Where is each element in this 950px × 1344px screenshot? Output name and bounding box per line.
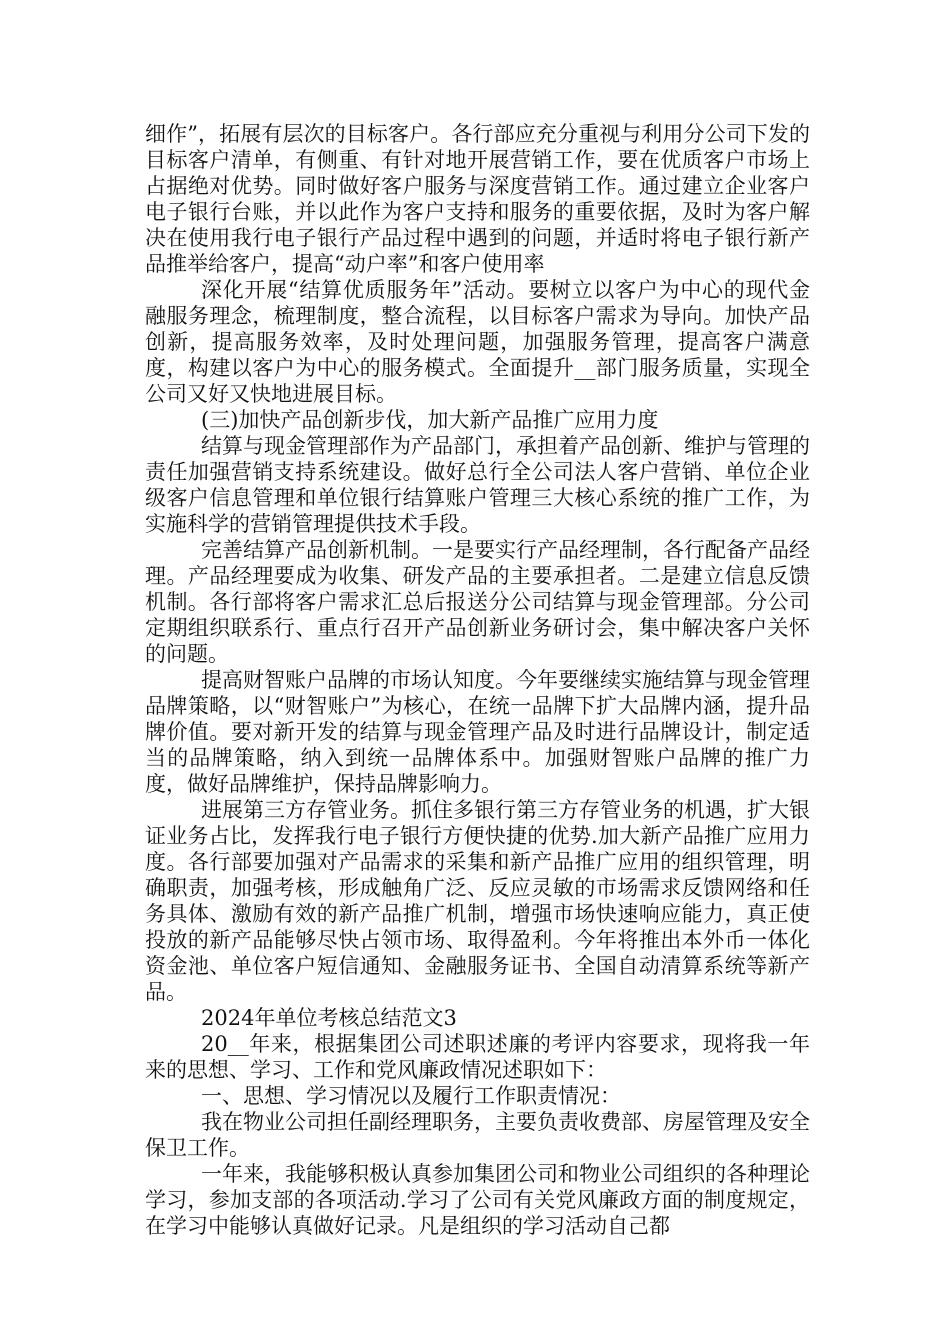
section-heading: (三)加快产品创新步伐，加大新产品推广应用力度 xyxy=(201,408,659,432)
paragraph: 进展第三方存管业务。抓住多银行第三方存管业务的机遇，扩大银证业务占比，发挥我行电子银行方便快捷的优势.加大新产品推广应用力度。各行部要加强对产品需求的采集和新产品推广应用的组织管理，明确职责，加强考核，形成触角广泛、反应灵敏的市场需求反馈网络和任务具体、激励有效的新产品推广机制，增强市场快速响应能力，真正使投放的新产品能够尽快占领市场、取得盈利。今年将推出本外币一体化资金池、单位客户短信通知、金融服务证书、全国自动清算系统等新产品。 xyxy=(145,798,810,1004)
document-title: 2024年单位考核总结范文3 xyxy=(201,1006,457,1030)
paragraph: 深化开展“结算优质服务年”活动。要树立以客户为中心的现代金融服务理念，梳理制度，整合流程，以目标客户需求为导向。加快产品创新，提高服务效率，及时处理问题，加强服务管理，提高客户满意度，构建以客户为中心的服务模式。全面提升__部门服务质量，实现全公司又好又快地进展目标。 xyxy=(145,278,810,406)
paragraph: 细作”，拓展有层次的目标客户。各行部应充分重视与利用分公司下发的目标客户清单，有侧重、有针对地开展营销工作，要在优质客户市场上占据绝对优势。同时做好客户服务与深度营销工作。通过建立企业客户电子银行台账，并以此作为客户支持和服务的重要依据，及时为客户解决在使用我行电子银行产品过程中遇到的问题，并适时将电子银行新产品推举给客户，提高“动户率”和客户使用率 xyxy=(145,122,810,276)
paragraph: 我在物业公司担任副经理职务，主要负责收费部、房屋管理及安全保卫工作。 xyxy=(145,1110,810,1160)
paragraph: 20__年来，根据集团公司述职述廉的考评内容要求，现将我一年来的思想、学习、工作和党风廉政情况述职如下： xyxy=(145,1032,810,1082)
paragraph: 结算与现金管理部作为产品部门，承担着产品创新、维护与管理的责任加强营销支持系统建设。做好总行全公司法人客户营销、单位企业级客户信息管理和单位银行结算账户管理三大核心系统的推广工作，为实施科学的营销管理提供技术手段。 xyxy=(145,434,810,536)
document-page xyxy=(145,121,810,1239)
paragraph: 一年来，我能够积极认真参加集团公司和物业公司组织的各种理论学习，参加支部的各项活动.学习了公司有关党风廉政方面的制度规定，在学习中能够认真做好记录。凡是组织的学习活动自己都 xyxy=(145,1162,810,1238)
paragraph: 提高财智账户品牌的市场认知度。今年要继续实施结算与现金管理品牌策略，以“财智账户”为核心，在统一品牌下扩大品牌内涵，提升品牌价值。要对新开发的结算与现金管理产品及时进行品牌设计，制定适当的品牌策略，纳入到统一品牌体系中。加强财智账户品牌的推广力度，做好品牌维护，保持品牌影响力。 xyxy=(145,668,810,796)
section-heading: 一、思想、学习情况以及履行工作职责情况： xyxy=(201,1084,621,1108)
paragraph: 完善结算产品创新机制。一是要实行产品经理制，各行配备产品经理。产品经理要成为收集、研发产品的主要承担者。二是建立信息反馈机制。各行部将客户需求汇总后报送分公司结算与现金管理部。分公司定期组织联系行、重点行召开产品创新业务研讨会，集中解决客户关怀的问题。 xyxy=(145,538,810,666)
